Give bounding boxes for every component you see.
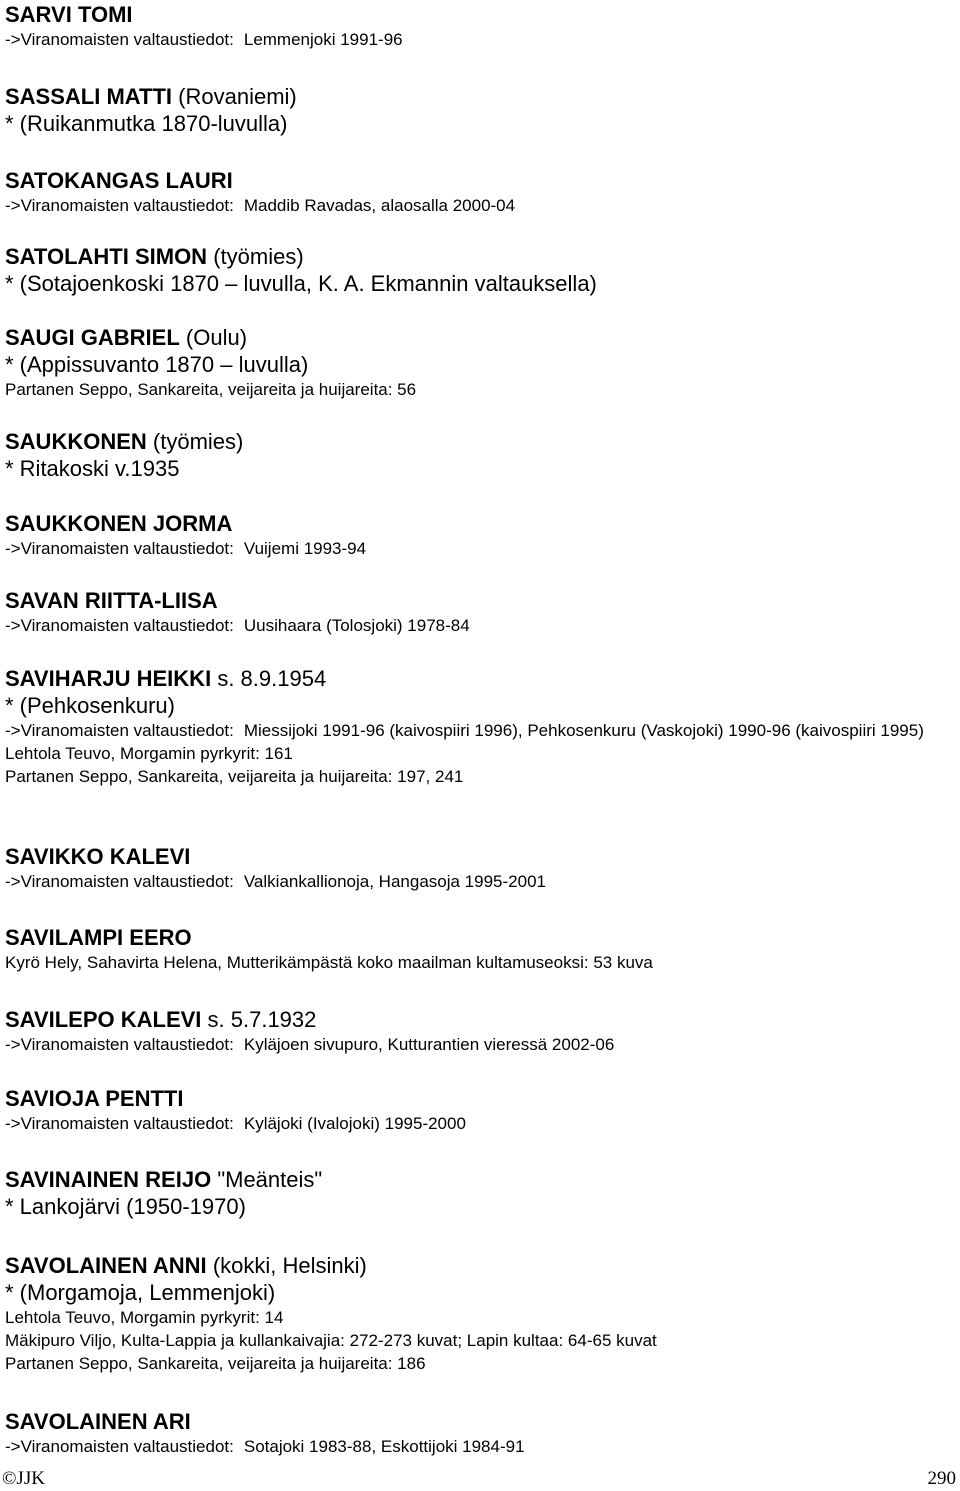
entry-savolainen-anni — [5, 1252, 955, 1375]
person-name: SAVAN RIITTA-LIISA — [5, 588, 218, 613]
location-line: * (Appissuvanto 1870 – luvulla) — [5, 352, 309, 377]
claim-line — [5, 870, 955, 893]
claim-line — [5, 719, 955, 742]
entry-satokangas-lauri — [5, 167, 955, 217]
entry-heading — [5, 843, 955, 870]
entry-heading — [5, 83, 955, 110]
claim-line — [5, 1033, 955, 1056]
entry-heading — [5, 1006, 955, 1033]
claim-text: Uusihaara (Tolosjoki) 1978-84 — [243, 616, 470, 635]
claim-text: Kyläjoki (Ivalojoki) 1995-2000 — [243, 1114, 466, 1133]
entry-satolahti-simon — [5, 243, 955, 297]
claim-label: ->Viranomaisten valtaustiedot: — [5, 616, 234, 635]
person-name: SATOKANGAS LAURI — [5, 168, 233, 193]
entry-heading — [5, 1166, 955, 1193]
location-line: * (Morgamoja, Lemmenjoki) — [5, 1280, 276, 1305]
person-name: SAVOLAINEN ANNI — [5, 1253, 207, 1278]
entry-saukkonen-jorma — [5, 510, 955, 560]
person-name: SASSALI MATTI — [5, 84, 173, 109]
person-name: SAVIKKO KALEVI — [5, 844, 191, 869]
person-name: SAVIHARJU HEIKKI — [5, 666, 212, 691]
claim-text: Maddib Ravadas, alaosalla 2000-04 — [243, 196, 516, 215]
person-extra: s. 5.7.1932 — [207, 1007, 317, 1032]
entry-heading — [5, 1408, 955, 1435]
entry-sassali-matti — [5, 83, 955, 137]
claim-text: Valkiankallionoja, Hangasoja 1995-2001 — [243, 872, 546, 891]
claim-line — [5, 28, 955, 51]
claim-text: Lemmenjoki 1991-96 — [243, 30, 403, 49]
entry-heading — [5, 324, 955, 351]
entry-saviharju-heikki — [5, 665, 955, 788]
claim-text: Vuijemi 1993-94 — [243, 539, 367, 558]
person-name: SAVILAMPI EERO — [5, 925, 192, 950]
location-line: * (Ruikanmutka 1870-luvulla) — [5, 111, 288, 136]
person-extra: (Rovaniemi) — [178, 84, 297, 109]
claim-line — [5, 194, 955, 217]
claim-label: ->Viranomaisten valtaustiedot: — [5, 1437, 234, 1456]
entry-heading — [5, 510, 955, 537]
person-name: SAUGI GABRIEL — [5, 325, 180, 350]
claim-label: ->Viranomaisten valtaustiedot: — [5, 1035, 234, 1054]
location-line: * Ritakoski v.1935 — [5, 456, 180, 481]
person-extra: s. 8.9.1954 — [217, 666, 327, 691]
book-reference: Partanen Seppo, Sankareita, veijareita ja huijareita: 197, 241 — [5, 767, 464, 786]
entry-savikko-kalevi — [5, 843, 955, 893]
location-line: * (Sotajoenkoski 1870 – luvulla, K. A. Ekmannin valtauksella) — [5, 271, 597, 296]
entry-heading — [5, 1252, 955, 1279]
person-extra: (työmies) — [213, 244, 304, 269]
book-reference: Mäkipuro Viljo, Kulta-Lappia ja kullankaivajia: 272-273 kuvat; Lapin kultaa: 64-65 kuvat — [5, 1331, 657, 1350]
book-reference: Partanen Seppo, Sankareita, veijareita ja huijareita: 186 — [5, 1354, 426, 1373]
entry-heading — [5, 665, 955, 692]
entry-heading — [5, 587, 955, 614]
person-name: SARVI TOMI — [5, 2, 133, 27]
person-name: SAVIOJA PENTTI — [5, 1086, 184, 1111]
entry-savilepo-kalevi — [5, 1006, 955, 1056]
entry-heading — [5, 1085, 955, 1112]
entry-savinainen-reijo — [5, 1166, 955, 1220]
book-reference: Lehtola Teuvo, Morgamin pyrkyrit: 161 — [5, 744, 293, 763]
location-line: * (Pehkosenkuru) — [5, 693, 175, 718]
entry-heading — [5, 924, 955, 951]
entry-savan-riitta-liisa — [5, 587, 955, 637]
book-reference: Kyrö Hely, Sahavirta Helena, Mutterikämpästä koko maailman kultamuseoksi: 53 kuva — [5, 953, 653, 972]
entry-savilampi-eero — [5, 924, 955, 974]
claim-label: ->Viranomaisten valtaustiedot: — [5, 196, 234, 215]
claim-text: Sotajoki 1983-88, Eskottijoki 1984-91 — [243, 1437, 525, 1456]
book-reference: Lehtola Teuvo, Morgamin pyrkyrit: 14 — [5, 1308, 284, 1327]
claim-line — [5, 1112, 955, 1135]
claim-label: ->Viranomaisten valtaustiedot: — [5, 1114, 234, 1133]
person-extra: (kokki, Helsinki) — [212, 1253, 367, 1278]
person-extra: "Meänteis" — [217, 1167, 323, 1192]
copyright-mark: ©JJK — [2, 1468, 45, 1489]
person-name: SAUKKONEN — [5, 429, 147, 454]
book-reference: Partanen Seppo, Sankareita, veijareita ja huijareita: 56 — [5, 380, 417, 399]
entry-heading — [5, 167, 955, 194]
entry-heading — [5, 428, 955, 455]
location-line: * Lankojärvi (1950-1970) — [5, 1194, 246, 1219]
claim-text: Kyläjoen sivupuro, Kutturantien vieressä 2002-06 — [243, 1035, 615, 1054]
entry-savolainen-ari — [5, 1408, 955, 1458]
claim-label: ->Viranomaisten valtaustiedot: — [5, 872, 234, 891]
entry-heading — [5, 243, 955, 270]
entry-saugi-gabriel — [5, 324, 955, 401]
person-extra: (Oulu) — [185, 325, 248, 350]
page-number: 290 — [927, 1468, 956, 1489]
claim-label: ->Viranomaisten valtaustiedot: — [5, 721, 234, 740]
person-name: SATOLAHTI SIMON — [5, 244, 208, 269]
claim-line — [5, 537, 955, 560]
claim-text: Miessijoki 1991-96 (kaivospiiri 1996), Pehkosenkuru (Vaskojoki) 1990-96 (kaivospiiri 1995) — [243, 721, 924, 740]
entry-sarvi-tomi — [5, 1, 955, 51]
person-name: SAVOLAINEN ARI — [5, 1409, 191, 1434]
person-extra: (työmies) — [152, 429, 244, 454]
entry-heading — [5, 1, 955, 28]
person-name: SAVINAINEN REIJO — [5, 1167, 212, 1192]
entry-saukkonen — [5, 428, 955, 482]
claim-label: ->Viranomaisten valtaustiedot: — [5, 30, 234, 49]
claim-label: ->Viranomaisten valtaustiedot: — [5, 539, 234, 558]
person-name: SAUKKONEN JORMA — [5, 511, 233, 536]
claim-line — [5, 614, 955, 637]
claim-line — [5, 1435, 955, 1458]
person-name: SAVILEPO KALEVI — [5, 1007, 202, 1032]
entry-savioja-pentti — [5, 1085, 955, 1135]
